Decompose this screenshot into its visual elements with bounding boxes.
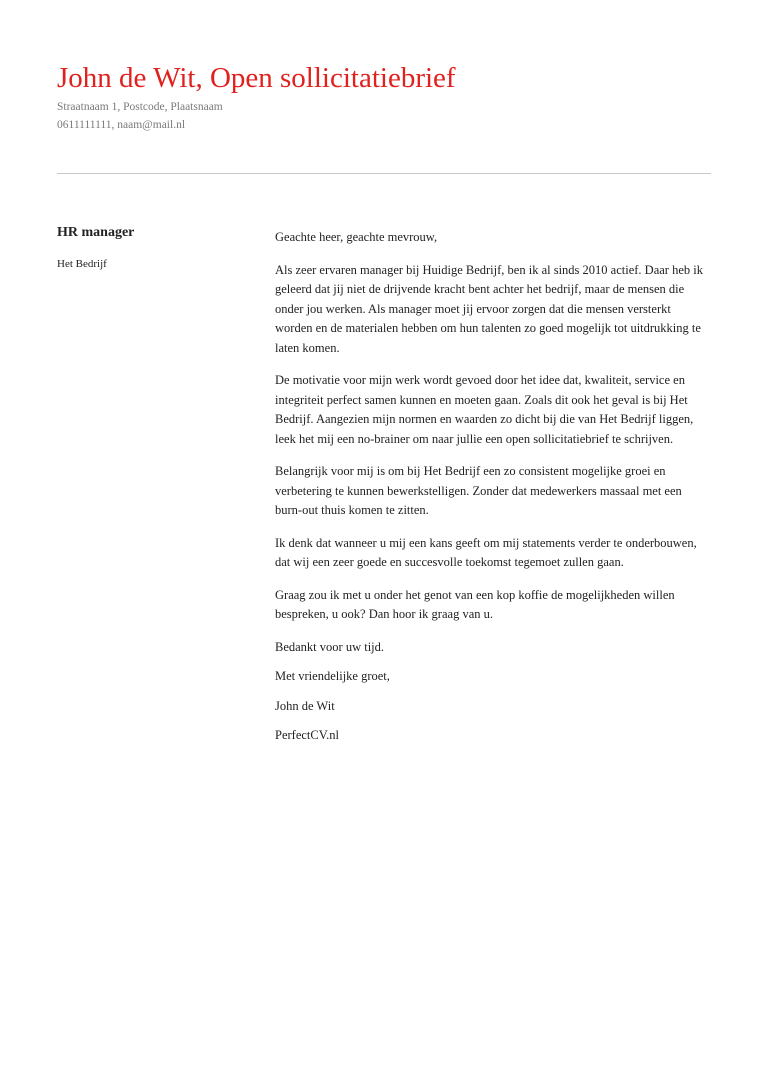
recipient-block — [57, 223, 247, 271]
address-line: Straatnaam 1, Postcode, Plaatsnaam — [57, 101, 223, 113]
signature-name: John de Wit — [275, 698, 335, 713]
letter-paragraph: Graag zou ik met u onder het genot van een kop koffie de mogelijkheden willen bespreken, u ook? Dan hoor ik graag van u. — [275, 587, 675, 621]
letter-paragraph: Ik denk dat wanneer u mij een kans geeft om mij statements verder te onderbouwen, dat wij een zeer goede en succesvolle toekomst tegemoet zullen gaan. — [275, 535, 697, 569]
salutation: Geachte heer, geachte mevrouw, — [275, 230, 438, 244]
contact-line: 0611111111, naam@mail.nl — [57, 119, 186, 131]
closing-line: Met vriendelijke groet, — [275, 669, 390, 683]
footer-brand: PerfectCV.nl — [275, 728, 339, 742]
recipient-role: HR manager — [57, 225, 135, 240]
thanks-line: Bedankt voor uw tijd. — [275, 639, 385, 654]
letter-paragraph: Als zeer ervaren manager bij Huidige Bedrijf, ben ik al sinds 2010 actief. Daar heb ik geleerd dat jij niet de drijvende kracht bent achter het bedrijf, maar de mensen die onder jou werken. Als manager moet jij ervoor zorgen dat die mensen versterkt worden en de materialen hebben om hun talenten zo goed mogelijk tot uitdrukking te laten komen. — [275, 262, 703, 355]
letter-paragraph: De motivatie voor mijn werk wordt gevoed door het idee dat, kwaliteit, service en integriteit perfect samen kunnen en moeten gaan. Zoals dit ook het geval is bij Het Bedrijf. Aangezien mijn normen en waarden zo dicht bij die van Het Bedrijf liggen, leek het mij een no-brainer om naar jullie een open sollicitatiebrief te schrijven. — [275, 373, 694, 446]
letter-header — [57, 58, 711, 134]
recipient-company: Het Bedrijf — [57, 258, 107, 270]
page-title: John de Wit, Open sollicitatiebrief — [57, 62, 456, 94]
letter-body — [275, 228, 711, 756]
letter-paragraph: Belangrijk voor mij is om bij Het Bedrijf een zo consistent mogelijke groei en verbetering te kunnen bewerkstelligen. Zonder dat medewerkers massaal met een burn-out thuis komen te zitten. — [275, 464, 682, 517]
header-divider — [57, 173, 711, 174]
